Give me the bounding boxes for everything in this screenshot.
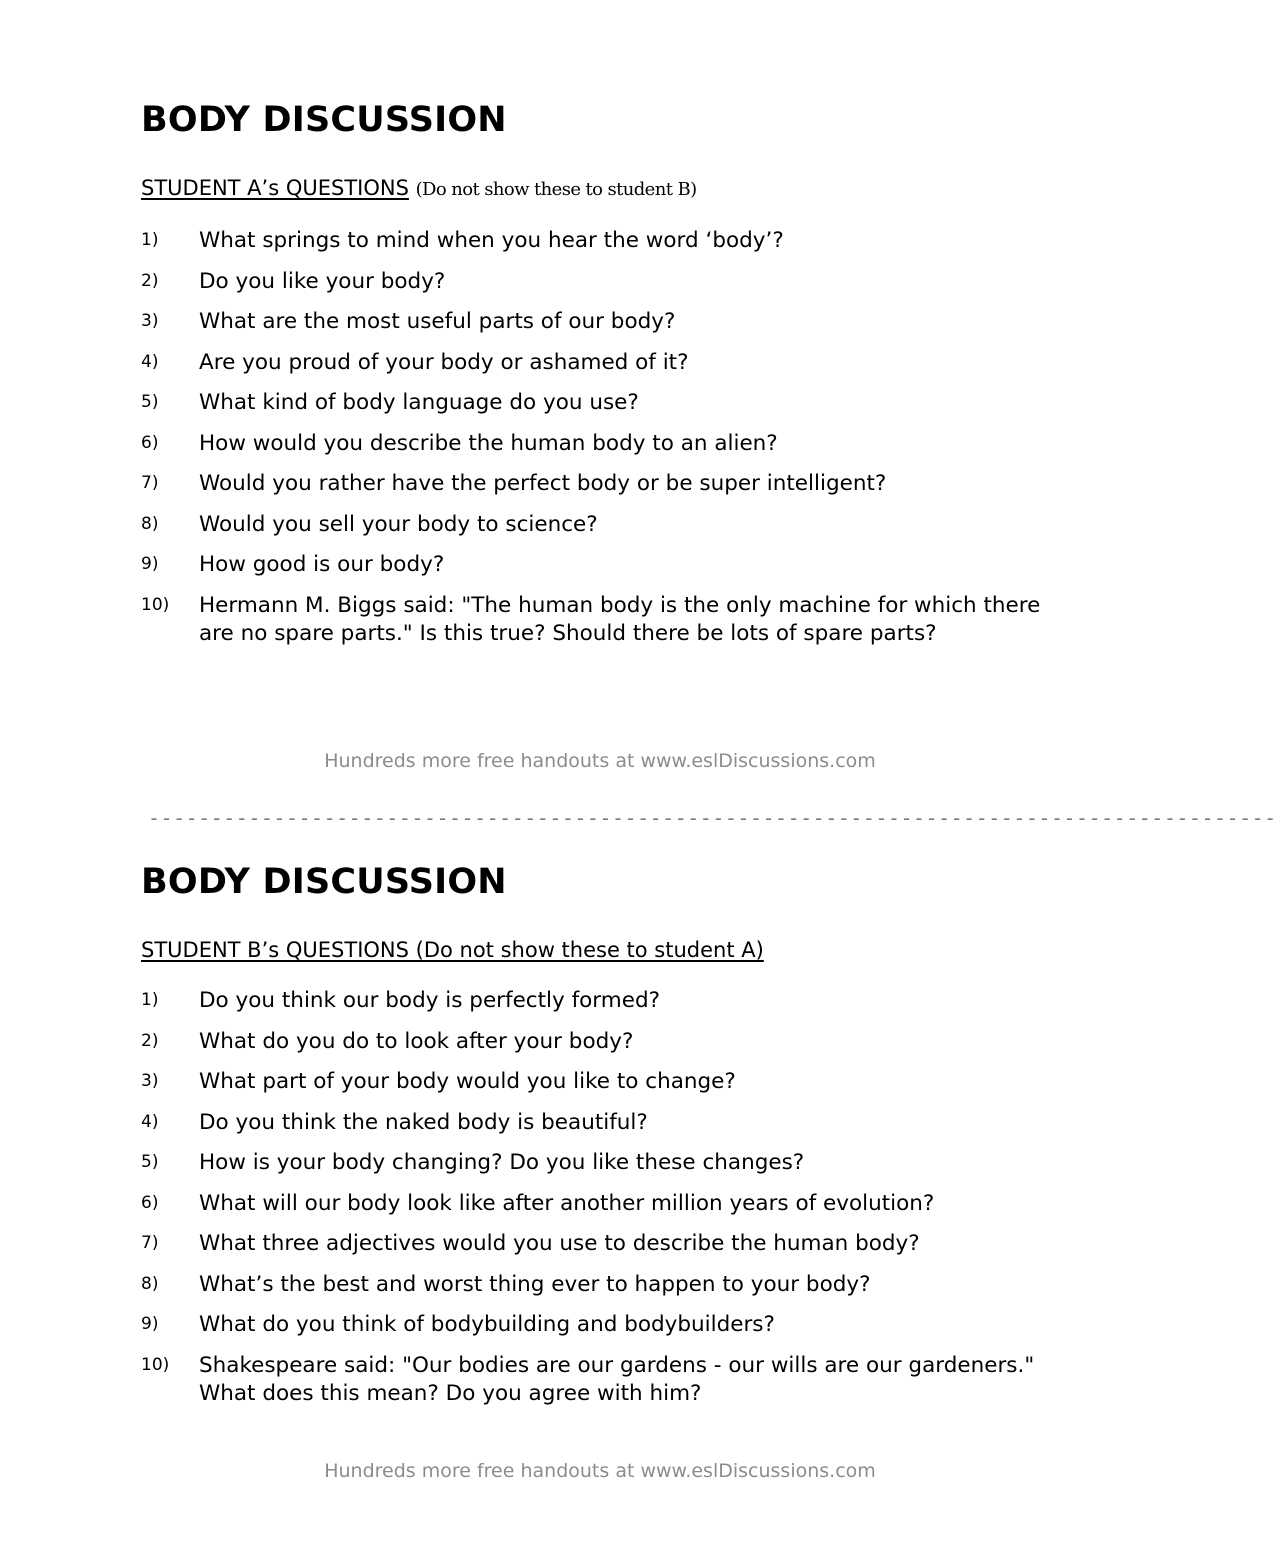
question-number: 6)	[141, 432, 159, 453]
handout-footer-link: Hundreds more free handouts at www.eslDiscussions.com	[324, 1460, 876, 1482]
student-a-question-list	[141, 226, 1061, 649]
question-text: What kind of body language do you use?	[199, 390, 639, 415]
student-a-section	[141, 96, 1061, 649]
question-text: What’s the best and worst thing ever to happen to your body?	[199, 1271, 871, 1297]
question-text: Do you think our body is perfectly formed?	[199, 988, 661, 1013]
question-item	[141, 226, 1061, 267]
handout-footer-link: Hundreds more free handouts at www.eslDiscussions.com	[324, 750, 876, 772]
question-item	[141, 550, 1061, 591]
question-item	[141, 1189, 1061, 1230]
question-text: Are you proud of your body or ashamed of it?	[199, 349, 689, 375]
question-item	[141, 267, 1061, 308]
question-number: 1)	[141, 230, 159, 250]
question-number: 5)	[141, 1152, 159, 1172]
page-title: BODY DISCUSSION	[141, 862, 507, 902]
question-text: What part of your body would you like to change?	[199, 1069, 736, 1094]
question-item	[141, 429, 1061, 470]
question-number: 8)	[141, 1273, 159, 1294]
question-number: 4)	[141, 351, 159, 372]
question-item	[141, 1027, 1061, 1068]
question-number: 6)	[141, 1192, 159, 1213]
question-number: 9)	[141, 554, 159, 574]
question-number: 1)	[141, 990, 159, 1010]
question-text: How would you describe the human body to an alien?	[199, 430, 778, 456]
question-text: What do you do to look after your body?	[199, 1028, 634, 1054]
question-item	[141, 388, 1061, 429]
question-text: What three adjectives would you use to describe the human body?	[199, 1231, 920, 1256]
question-number: 4)	[141, 1111, 159, 1132]
student-b-section	[141, 858, 1061, 1409]
question-text: What do you think of bodybuilding and bodybuilders?	[199, 1312, 775, 1337]
question-item	[141, 1148, 1061, 1189]
question-number: 3)	[141, 311, 159, 331]
question-text: Would you sell your body to science?	[199, 511, 598, 537]
student-a-note: (Do not show these to student B)	[415, 179, 697, 200]
question-number: 2)	[141, 270, 159, 291]
student-a-heading: STUDENT A’s QUESTIONS	[141, 176, 409, 200]
question-item	[141, 348, 1061, 389]
question-number: 3)	[141, 1071, 159, 1091]
question-item	[141, 307, 1061, 348]
question-text: How is your body changing? Do you like these changes?	[199, 1150, 805, 1175]
student-a-subtitle	[141, 174, 1061, 204]
student-b-heading: STUDENT B’s QUESTIONS (Do not show these to student A)	[141, 938, 764, 962]
question-number: 2)	[141, 1030, 159, 1051]
question-text: What springs to mind when you hear the word ‘body’?	[199, 228, 784, 253]
question-text: Shakespeare said: "Our bodies are our gardens - our wills are our gardeners." What does this mean? Do you agree with him?	[199, 1352, 1035, 1406]
question-number: 9)	[141, 1314, 159, 1334]
student-b-question-list	[141, 986, 1061, 1409]
question-text: What will our body look like after another million years of evolution?	[199, 1190, 935, 1216]
question-item	[141, 1270, 1061, 1311]
page-title: BODY DISCUSSION	[141, 100, 507, 140]
question-number: 7)	[141, 473, 159, 493]
question-text: Do you think the naked body is beautiful?	[199, 1109, 648, 1135]
question-item	[141, 986, 1061, 1027]
question-item	[141, 1310, 1061, 1351]
question-number: 7)	[141, 1233, 159, 1253]
question-number: 8)	[141, 513, 159, 534]
question-text: Do you like your body?	[199, 268, 446, 294]
question-text: Would you rather have the perfect body or be super intelligent?	[199, 471, 887, 496]
question-text: What are the most useful parts of our body?	[199, 309, 676, 334]
question-item	[141, 591, 1061, 649]
cut-line-divider: ------------------------------------------------------------------------------------------	[148, 806, 1277, 830]
question-item	[141, 1108, 1061, 1149]
question-number: 10)	[141, 594, 170, 615]
question-text: Hermann M. Biggs said: "The human body is the only machine for which there are no spare parts." Is this true? Should there be lots of spare parts?	[199, 592, 1041, 646]
question-number: 10)	[141, 1354, 170, 1375]
student-b-subtitle	[141, 936, 1061, 964]
question-item	[141, 1351, 1061, 1409]
question-number: 5)	[141, 392, 159, 412]
question-item	[141, 469, 1061, 510]
question-item	[141, 1229, 1061, 1270]
question-item	[141, 1067, 1061, 1108]
question-item	[141, 510, 1061, 551]
question-text: How good is our body?	[199, 552, 445, 577]
